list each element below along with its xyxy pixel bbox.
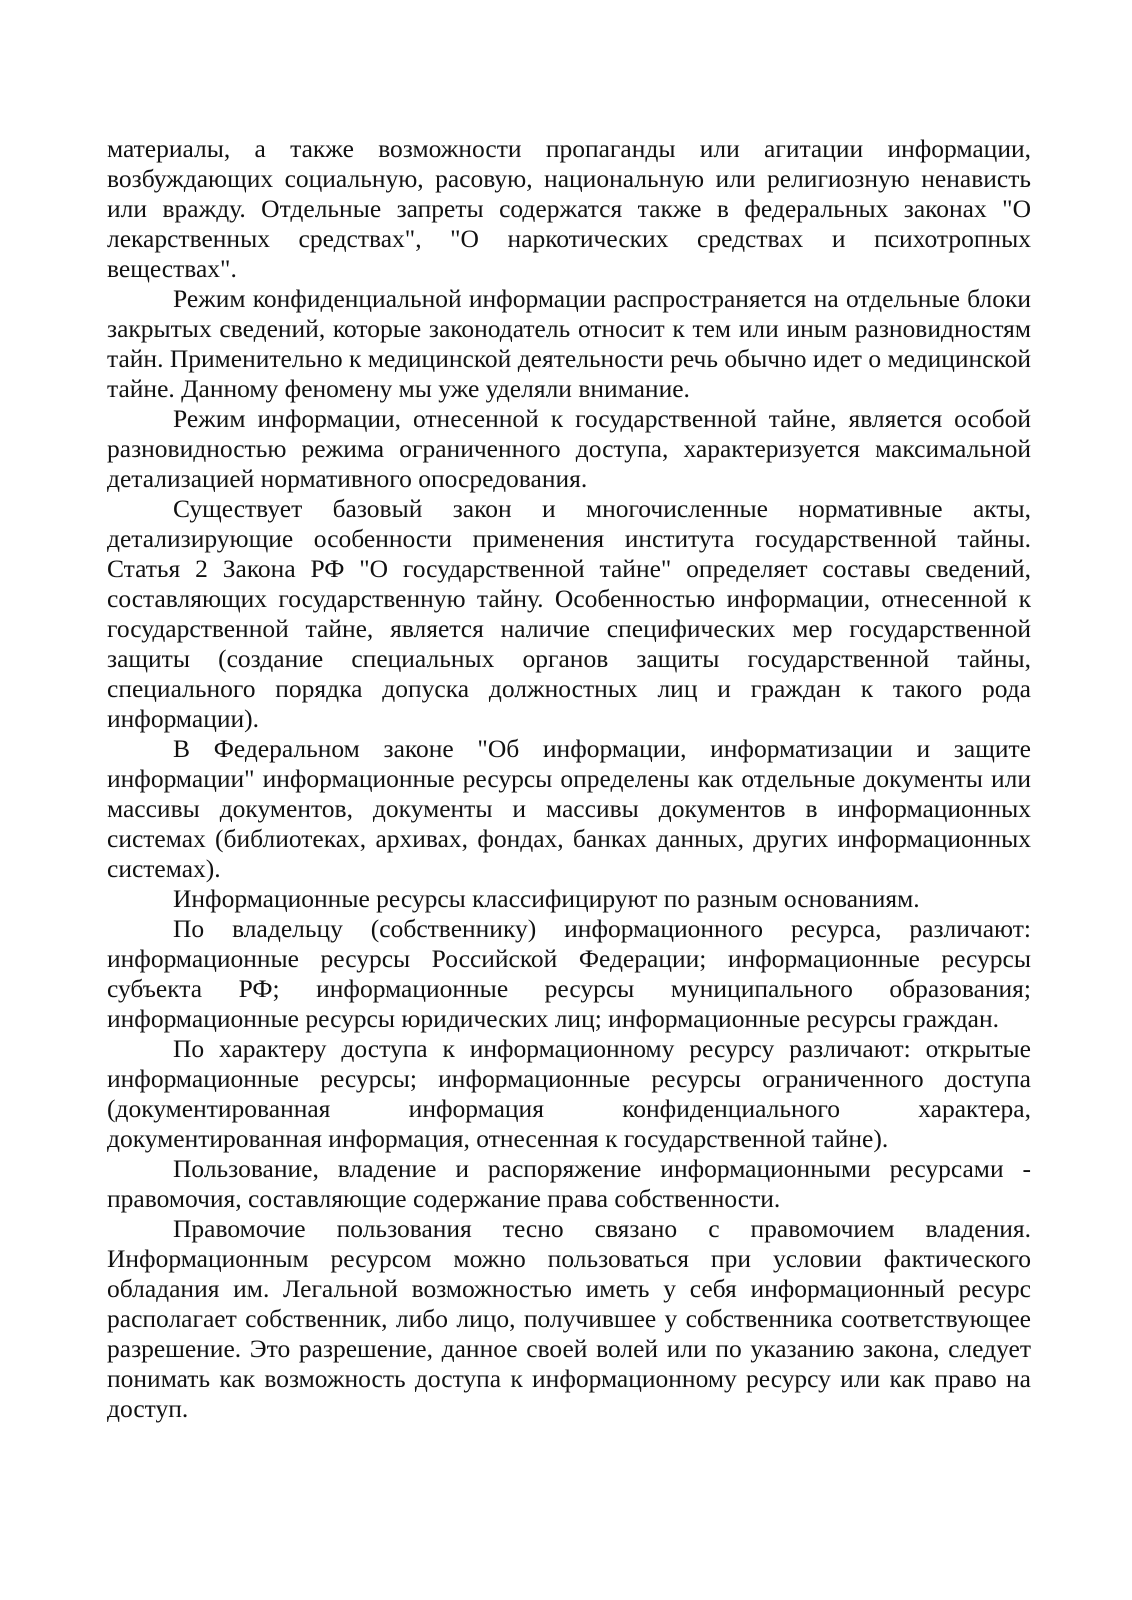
paragraph-8: По характеру доступа к информационному ресурсу различают: открытые информационные ресурсы; информационные ресурсы ограниченного доступа (документированная информация конфиденциального характера, документированная информация, отнесенная к государственной тайне). — [107, 1034, 1031, 1153]
paragraph-4: Существует базовый закон и многочисленные нормативные акты, детализирующие особенности применения института государственной тайны. Статья 2 Закона РФ "О государственной тайне" определяет составы сведений, составляющих государственную тайну. Особенностью информации, отнесенной к государственной тайне, является наличие специфических мер государственной защиты (создание специальных органов защиты государственной тайны, специального порядка допуска должностных лиц и граждан к такого рода информации). — [107, 494, 1031, 733]
paragraph-5: В Федеральном законе "Об информации, информатизации и защите информации" информационные ресурсы определены как отдельные документы или массивы документов, документы и массивы документов в информационных системах (библиотеках, архивах, фондах, банках данных, других информационных системах). — [107, 734, 1031, 883]
document-page — [107, 134, 1031, 1424]
paragraph-2: Режим конфиденциальной информации распространяется на отдельные блоки закрытых сведений, которые законодатель относит к тем или иным разновидностям тайн. Применительно к медицинской деятельности речь обычно идет о медицинской тайне. Данному феномену мы уже уделяли внимание. — [107, 284, 1031, 403]
paragraph-7: По владельцу (собственнику) информационного ресурса, различают: информационные ресурсы Российской Федерации; информационные ресурсы субъекта РФ; информационные ресурсы муниципального образования; информационные ресурсы юридических лиц; информационные ресурсы граждан. — [107, 914, 1031, 1033]
paragraph-9: Пользование, владение и распоряжение информационными ресурсами - правомочия, составляющие содержание права собственности. — [107, 1154, 1031, 1213]
paragraph-1: материалы, а также возможности пропаганды или агитации информации, возбуждающих социальную, расовую, национальную или религиозную ненависть или вражду. Отдельные запреты содержатся также в федеральных законах "О лекарственных средствах", "О наркотических средствах и психотропных веществах". — [107, 134, 1031, 283]
paragraph-3: Режим информации, отнесенной к государственной тайне, является особой разновидностью режима ограниченного доступа, характеризуется максимальной детализацией нормативного опосредования. — [107, 404, 1031, 493]
paragraph-6: Информационные ресурсы классифицируют по разным основаниям. — [173, 884, 920, 913]
paragraph-10: Правомочие пользования тесно связано с правомочием владения. Информационным ресурсом можно пользоваться при условии фактического обладания им. Легальной возможностью иметь у себя информационный ресурс располагает собственник, либо лицо, получившее у собственника соответствующее разрешение. Это разрешение, данное своей волей или по указанию закона, следует понимать как возможность доступа к информационному ресурсу или как право на доступ. — [107, 1214, 1031, 1423]
